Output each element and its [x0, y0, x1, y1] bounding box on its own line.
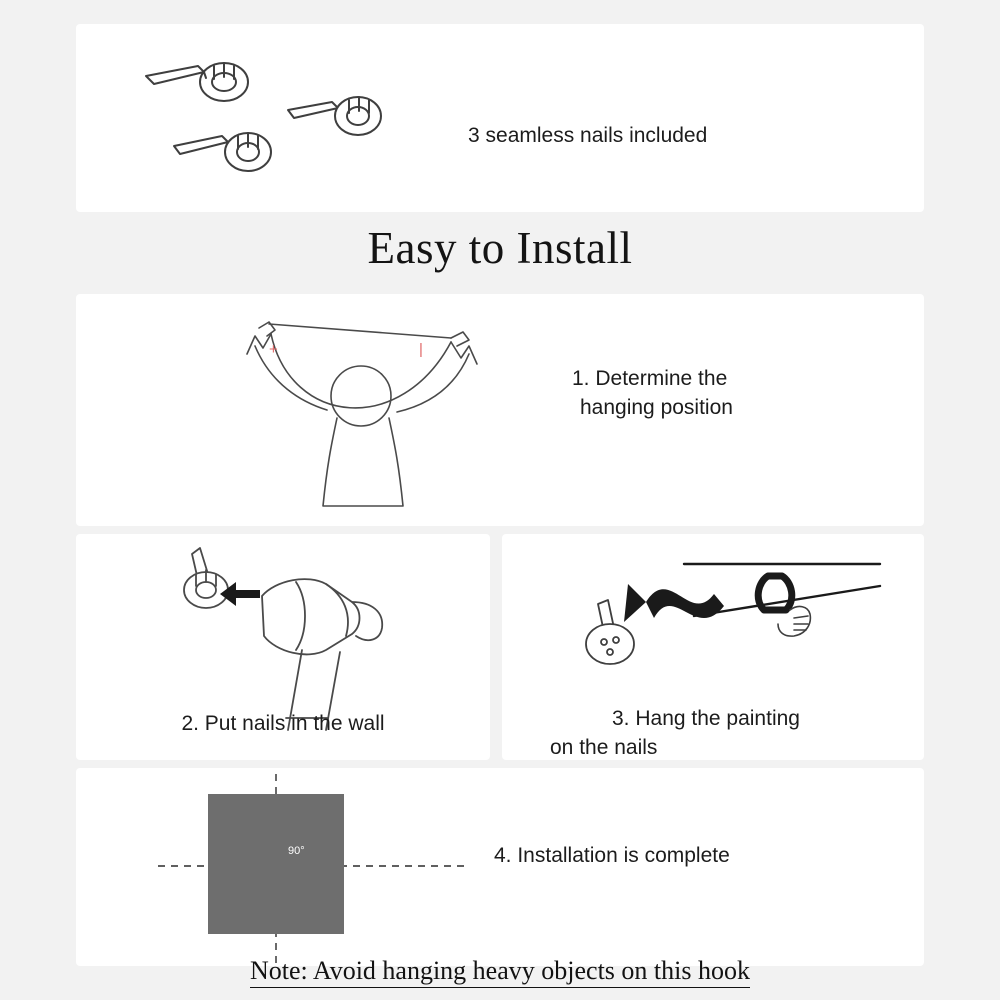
step-1-line-2: hanging position — [580, 396, 733, 419]
step-3-line-2: on the nails — [550, 736, 658, 759]
panel-step-2 — [76, 534, 490, 760]
footer-note — [0, 956, 1000, 986]
footer-note-text: Note: Avoid hanging heavy objects on this hook — [250, 956, 750, 988]
mark-line: | — [419, 341, 423, 358]
leveled-frame-icon — [148, 774, 478, 964]
person-holding-frame-icon — [151, 306, 531, 516]
hammer-and-nail-icon — [176, 540, 436, 700]
panel-step-4 — [76, 768, 924, 966]
seamless-nails-icon — [136, 44, 396, 194]
angle-label: 90° — [288, 845, 305, 857]
step-1-caption — [572, 364, 832, 422]
step-2-caption: 2. Put nails in the wall — [181, 712, 385, 735]
panel-nails-included — [76, 24, 924, 212]
hang-frame-on-nail-icon — [562, 538, 892, 704]
step-4-caption: 4. Installation is complete — [494, 844, 730, 867]
step-3-line-1: 3. Hang the painting — [612, 707, 800, 730]
panel-step-3 — [502, 534, 924, 760]
nails-included-caption: 3 seamless nails included — [468, 124, 708, 147]
panel-step-1 — [76, 294, 924, 526]
mark-plus: + — [269, 341, 278, 358]
step-3-caption — [550, 704, 912, 762]
page-title: Easy to Install — [367, 223, 633, 273]
step-1-line-1: 1. Determine the — [572, 367, 728, 390]
